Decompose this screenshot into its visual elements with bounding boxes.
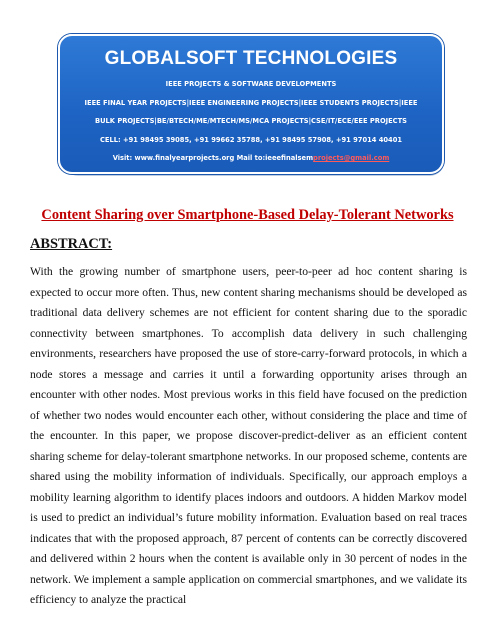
- banner-phone-line: CELL: +91 98495 39085, +91 99662 35788, +91 98495 57908, +91 97014 40401: [100, 135, 402, 144]
- banner-contact-line: [60, 154, 442, 163]
- company-banner: [58, 34, 444, 174]
- company-name: GLOBALSOFT TECHNOLOGIES: [104, 48, 398, 69]
- banner-tagline: IEEE PROJECTS & SOFTWARE DEVELOPMENTS: [165, 80, 337, 88]
- abstract-text: With the growing number of smartphone users, peer-to-peer ad hoc content sharing is expected to occur more often. Thus, new content sharing mechanisms should be developed as traditional data delivery schemes are not efficient for content sharing due to the sporadic connectivity between smartphones. To accomplish data delivery in such challenging environments, researchers have proposed the use of store-carry-forward protocols, in which a node stores a message and carries it until a forwarding opportunity arises through an encounter with other nodes. Most previous works in this field have focused on the prediction of whether two nodes would encounter each other, without considering the place and time of the encounter. In this paper, we propose discover-predict-deliver as an efficient content sharing scheme for delay-tolerant smartphone networks. In our proposed scheme, contents are shared using the mobility information of individuals. Specifically, our approach employs a mobility learning algorithm to identify places indoors and outdoors. A hidden Markov model is used to predict an individual’s future mobility information. Evaluation based on real traces indicates that with the proposed approach, 87 percent of contents can be correctly discovered and delivered within 2 hours when the content is available only in 30 percent of nodes in the network. We implement a sample application on commercial smartphones, and we validate its efficiency to analyze the practical: [30, 265, 467, 606]
- email-link[interactable]: projects@gmail.com: [313, 154, 390, 162]
- banner-degrees-line: BULK PROJECTS|BE/BTECH/ME/MTECH/MS/MCA PROJECTS|CSE/IT/ECE/EEE PROJECTS: [95, 117, 407, 125]
- visit-text: Visit: www.finalyearprojects.org Mail to:ieeefinalsem: [112, 154, 314, 162]
- banner-projects-line: IEEE FINAL YEAR PROJECTS|IEEE ENGINEERING PROJECTS|IEEE STUDENTS PROJECTS|IEEE: [84, 98, 418, 107]
- paper-title: Content Sharing over Smartphone-Based Delay-Tolerant Networks: [41, 207, 454, 223]
- abstract-heading: ABSTRACT:: [30, 236, 113, 252]
